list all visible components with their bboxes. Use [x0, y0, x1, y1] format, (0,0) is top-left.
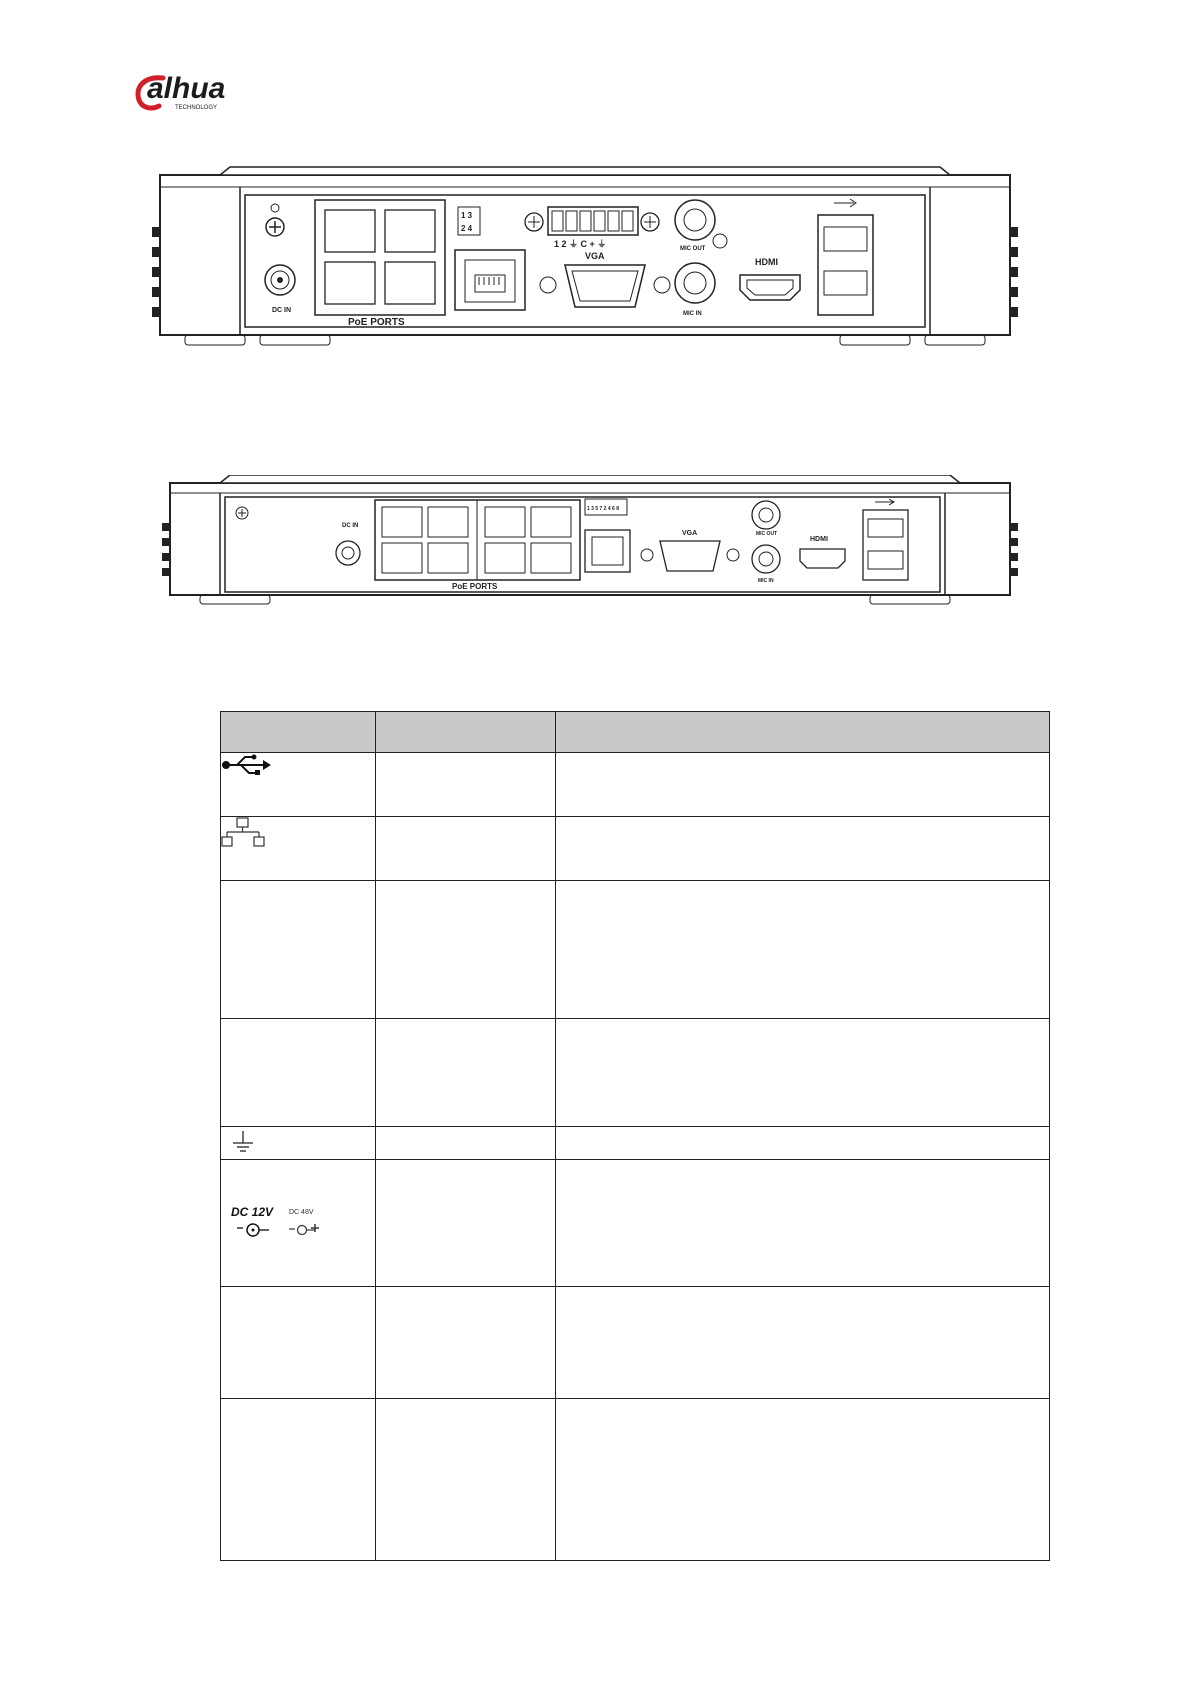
icon-cell — [221, 1127, 376, 1160]
svg-text:VGA: VGA — [682, 530, 698, 537]
svg-text:TECHNOLOGY: TECHNOLOGY — [175, 105, 218, 111]
port-name — [376, 753, 556, 817]
svg-text:1 3: 1 3 — [461, 211, 473, 220]
port-name — [376, 1287, 556, 1399]
header-icon — [221, 712, 376, 753]
svg-text:alhua: alhua — [147, 72, 226, 105]
port-name — [376, 817, 556, 881]
svg-text:DC 12V: DC 12V — [231, 1205, 274, 1219]
svg-text:PoE PORTS: PoE PORTS — [452, 582, 498, 591]
svg-text:2 4: 2 4 — [461, 224, 473, 233]
table-row — [221, 1127, 1050, 1160]
table-row — [221, 753, 1050, 817]
port-description-table — [220, 711, 1050, 1561]
rear-panel-8-port — [160, 475, 1020, 615]
dahua-logo — [133, 68, 263, 112]
icon-cell — [221, 1019, 376, 1127]
port-name — [376, 1160, 556, 1287]
ground-icon — [231, 1130, 255, 1154]
icon-cell — [221, 1399, 376, 1561]
svg-text:DC IN: DC IN — [342, 523, 359, 529]
port-description — [556, 1019, 1050, 1127]
svg-text:1 2 ⏚ C + ⏚: 1 2 ⏚ C + ⏚ — [554, 239, 607, 249]
svg-text:HDMI: HDMI — [755, 257, 778, 267]
svg-text:MIC OUT: MIC OUT — [680, 246, 706, 252]
table-row — [221, 881, 1050, 1019]
svg-text:DC 48V: DC 48V — [289, 1209, 314, 1216]
svg-text:MIC OUT: MIC OUT — [756, 531, 778, 537]
svg-text:HDMI: HDMI — [810, 536, 828, 543]
table-header-row — [221, 712, 1050, 753]
icon-cell — [221, 753, 376, 817]
power-icon — [231, 1204, 331, 1244]
port-description — [556, 753, 1050, 817]
table-row — [221, 1287, 1050, 1399]
icon-cell — [221, 1160, 376, 1287]
table-row — [221, 1399, 1050, 1561]
usb-icon — [221, 753, 273, 777]
icon-cell — [221, 881, 376, 1019]
svg-text:MIC IN: MIC IN — [758, 578, 774, 584]
port-name — [376, 1019, 556, 1127]
table-row — [221, 817, 1050, 881]
port-name — [376, 881, 556, 1019]
table-row — [221, 1019, 1050, 1127]
port-name — [376, 1399, 556, 1561]
port-name — [376, 1127, 556, 1160]
port-description — [556, 1127, 1050, 1160]
network-icon — [221, 817, 265, 847]
rear-panel-4-port — [150, 165, 1020, 365]
icon-cell — [221, 817, 376, 881]
port-description — [556, 1399, 1050, 1561]
svg-text:VGA: VGA — [585, 251, 605, 261]
svg-text:DC IN: DC IN — [272, 307, 292, 314]
svg-text:MIC IN: MIC IN — [683, 311, 702, 317]
svg-text:1 3 5 7 2 4 6 8: 1 3 5 7 2 4 6 8 — [587, 506, 619, 512]
table-row — [221, 1160, 1050, 1287]
header-function — [556, 712, 1050, 753]
icon-cell — [221, 1287, 376, 1399]
port-description — [556, 881, 1050, 1019]
port-description — [556, 1287, 1050, 1399]
header-port-name — [376, 712, 556, 753]
svg-text:PoE PORTS: PoE PORTS — [348, 317, 405, 328]
port-description — [556, 1160, 1050, 1287]
port-description — [556, 817, 1050, 881]
